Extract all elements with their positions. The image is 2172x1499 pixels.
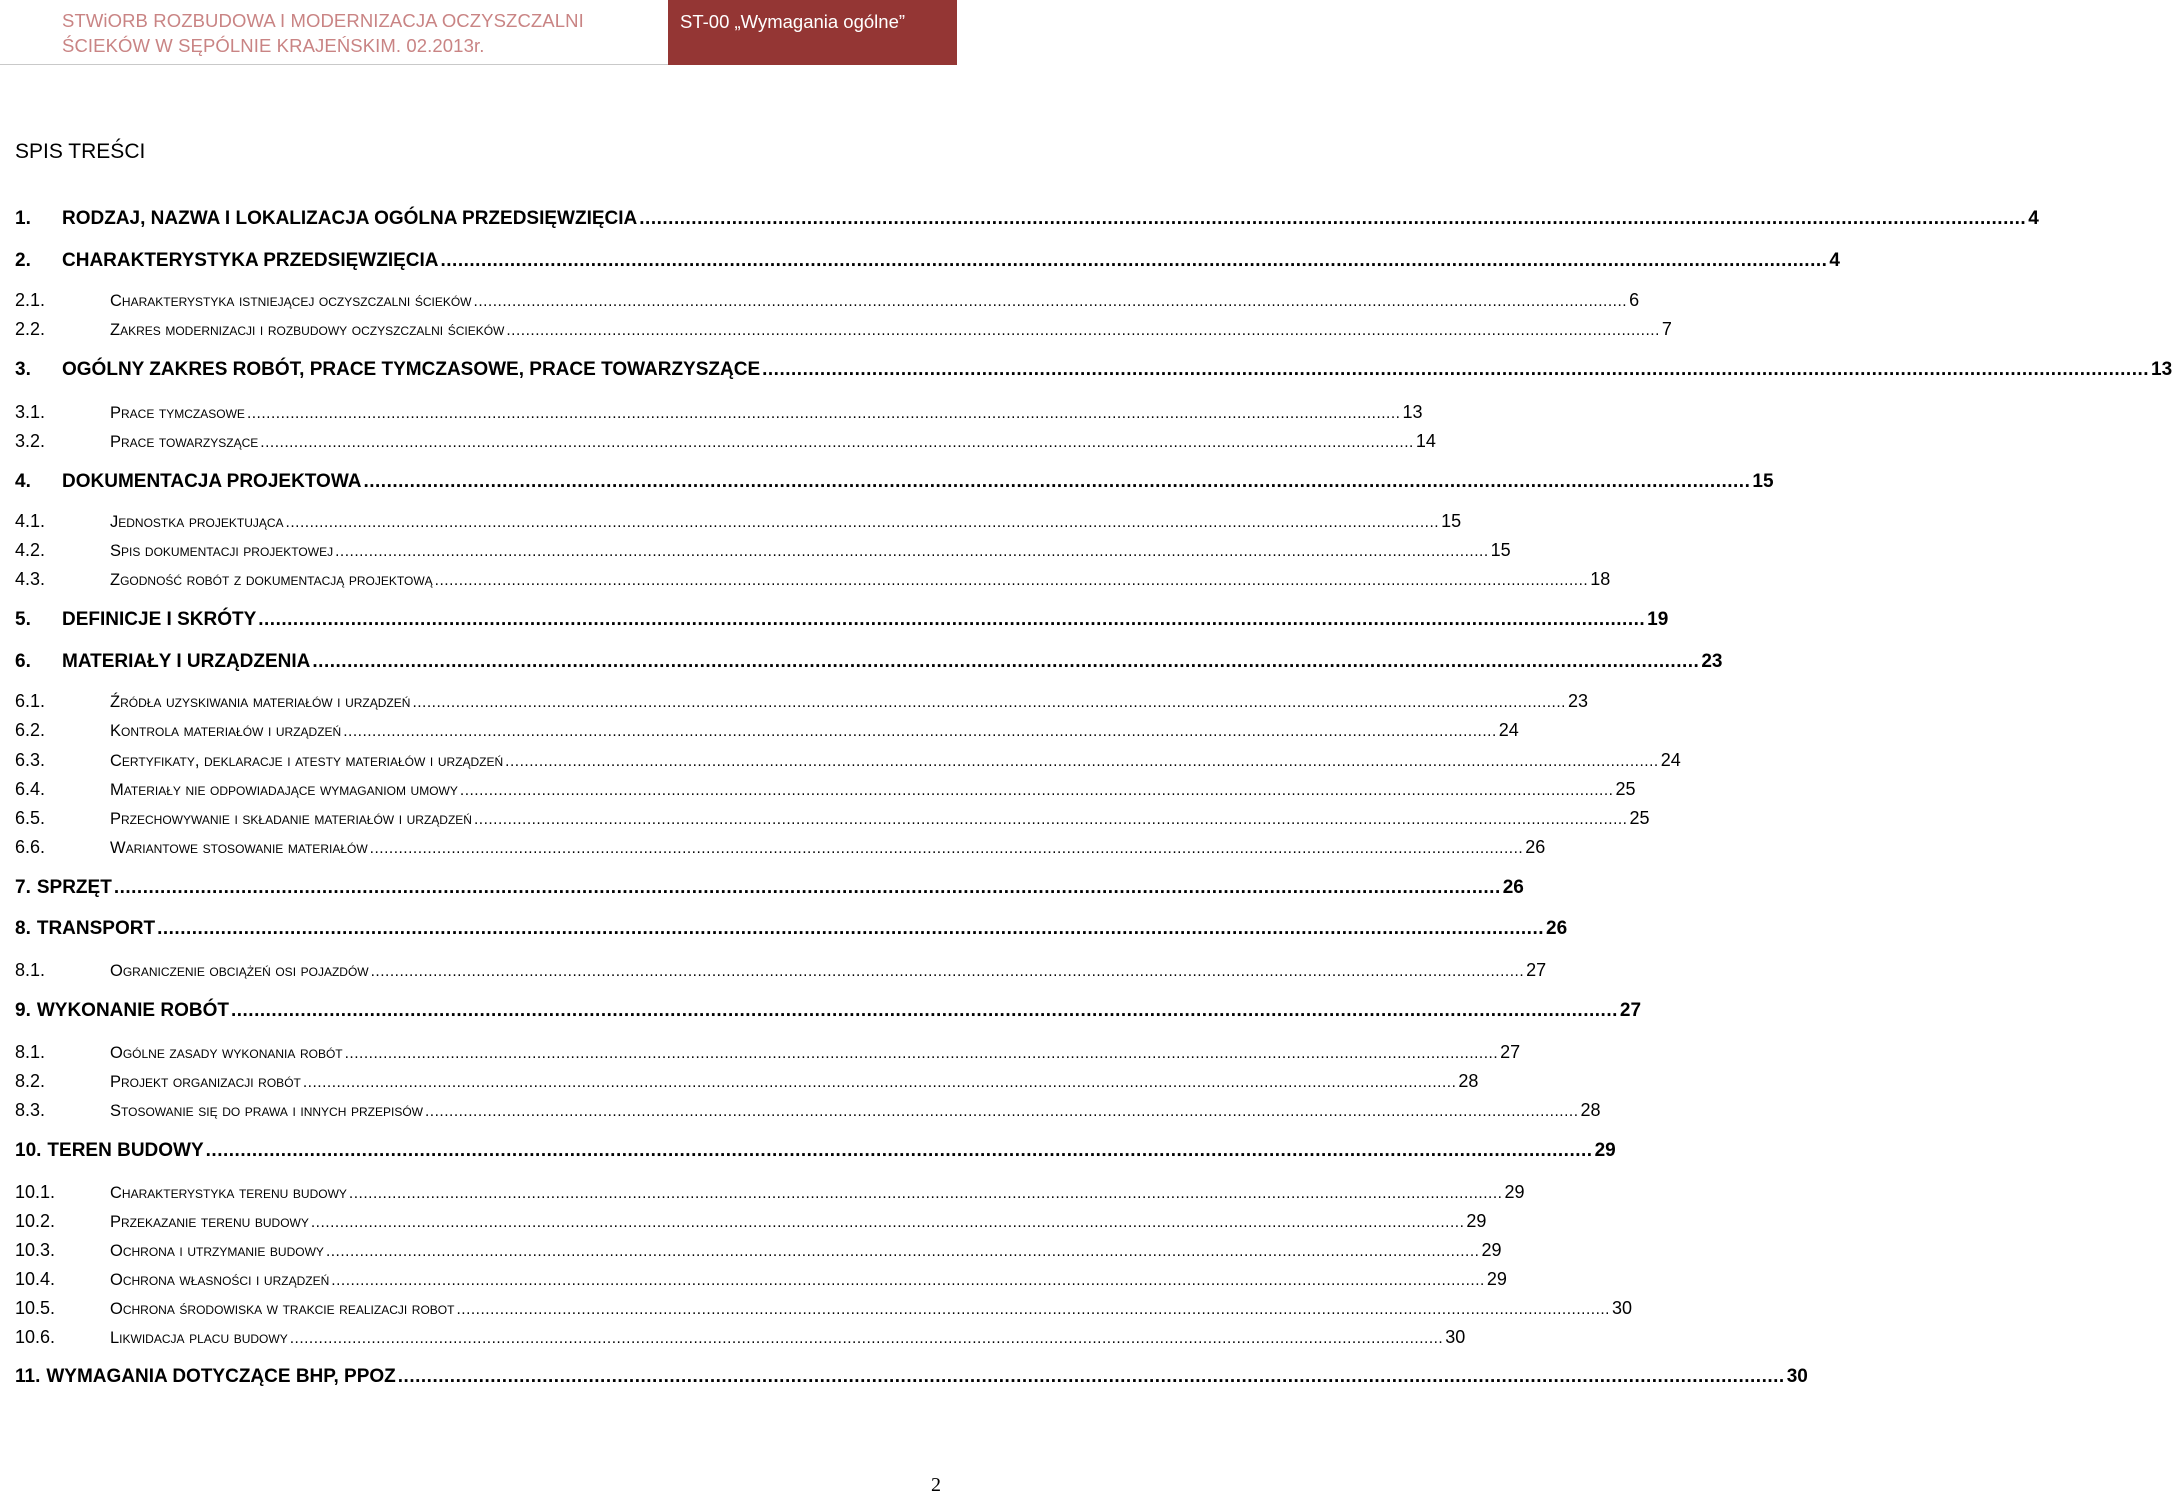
- header-project-block: [0, 0, 668, 65]
- toc-entry[interactable]: 4.1. Jednostka projektująca ..... 15: [15, 511, 942, 532]
- toc-entry[interactable]: 2. CHARAKTERYSTYKA PRZEDSIĘWZIĘCIA ..... 4: [15, 250, 942, 272]
- page-header: [0, 0, 960, 65]
- toc-entry[interactable]: 10. TEREN BUDOWY ..... 29: [15, 1140, 942, 1162]
- toc-entry[interactable]: 8.3. Stosowanie się do prawa i innych przepisów ..... 28: [15, 1100, 942, 1121]
- toc-entry[interactable]: 4.3. Zgodność robót z dokumentacją projektową ..... 18: [15, 569, 942, 590]
- toc-entry[interactable]: 5. DEFINICJE I SKRÓTY ..... 19: [15, 609, 942, 631]
- toc-entry[interactable]: 6.3. Certyfikaty, deklaracje i atesty materiałów i urządzeń ..... 24: [15, 750, 942, 771]
- toc-title: SPIS TREŚCI: [15, 140, 146, 163]
- toc-entry[interactable]: 7. SPRZĘT ..... 26: [15, 877, 942, 899]
- toc-entry[interactable]: 6.2. Kontrola materiałów i urządzeń ..... 24: [15, 720, 942, 741]
- toc-entry[interactable]: 6.6. Wariantowe stosowanie materiałów ..... 26: [15, 837, 942, 858]
- toc-entry[interactable]: 6.4. Materiały nie odpowiadające wymaganiom umowy ..... 25: [15, 779, 942, 800]
- toc-entry[interactable]: 8.2. Projekt organizacji robót ..... 28: [15, 1071, 942, 1092]
- toc-entry[interactable]: 3.2. Prace towarzyszące ..... 14: [15, 431, 942, 452]
- toc-entry[interactable]: 10.1. Charakterystyka terenu budowy ..... 29: [15, 1182, 942, 1203]
- toc-entry[interactable]: 10.4. Ochrona własności i urządzeń ..... 29: [15, 1269, 942, 1290]
- page-number: 2: [931, 1474, 941, 1496]
- toc-entry[interactable]: 6. MATERIAŁY I URZĄDZENIA ..... 23: [15, 651, 942, 673]
- header-spec-block: [668, 0, 957, 65]
- toc-entry[interactable]: 6.1. Źródła uzyskiwania materiałów i urządzeń ..... 23: [15, 691, 942, 712]
- toc-entry[interactable]: 2.1. Charakterystyka istniejącej oczyszczalni ścieków ..... 6: [15, 290, 942, 311]
- toc-entry[interactable]: 1. RODZAJ, NAZWA I LOKALIZACJA OGÓLNA PRZEDSIĘWZIĘCIA ..... 4: [15, 208, 942, 230]
- header-spec-code: ST-00 „Wymagania ogólne”: [680, 11, 906, 32]
- toc-entry[interactable]: 4.2. Spis dokumentacji projektowej ..... 15: [15, 540, 942, 561]
- toc-entry[interactable]: 10.2. Przekazanie terenu budowy ..... 29: [15, 1211, 942, 1232]
- toc-entry[interactable]: 9. WYKONANIE ROBÓT ..... 27: [15, 1000, 942, 1022]
- toc-entry[interactable]: 3.1. Prace tymczasowe ..... 13: [15, 402, 942, 423]
- toc-entry[interactable]: 10.6. Likwidacja placu budowy ..... 30: [15, 1327, 942, 1348]
- header-project-line-1: STWiORB ROZBUDOWA I MODERNIZACJA OCZYSZCZALNI: [62, 10, 584, 31]
- toc-entry[interactable]: 2.2. Zakres modernizacji i rozbudowy oczyszczalni ścieków ..... 7: [15, 319, 942, 340]
- toc-entry[interactable]: 8. TRANSPORT ..... 26: [15, 918, 942, 940]
- header-project-line-2: ŚCIEKÓW W SĘPÓLNIE KRAJEŃSKIM. 02.2013r.: [62, 35, 485, 56]
- toc-entry[interactable]: 3. OGÓLNY ZAKRES ROBÓT, PRACE TYMCZASOWE, PRACE TOWARZYSZĄCE ..... 13: [15, 359, 942, 381]
- toc-entry[interactable]: 4. DOKUMENTACJA PROJEKTOWA ..... 15: [15, 471, 942, 493]
- toc-entry[interactable]: 8.1. Ograniczenie obciążeń osi pojazdów ..... 27: [15, 960, 942, 981]
- toc-entry[interactable]: 11. WYMAGANIA DOTYCZĄCE BHP, PPOZ ..... 30: [15, 1366, 942, 1388]
- toc-entry[interactable]: 6.5. Przechowywanie i składanie materiałów i urządzeń ..... 25: [15, 808, 942, 829]
- toc-entry[interactable]: 8.1. Ogólne zasady wykonania robót ..... 27: [15, 1042, 942, 1063]
- toc-entry[interactable]: 10.3. Ochrona i utrzymanie budowy ..... 29: [15, 1240, 942, 1261]
- toc-entry[interactable]: 10.5. Ochrona środowiska w trakcie realizacji robot ..... 30: [15, 1298, 942, 1319]
